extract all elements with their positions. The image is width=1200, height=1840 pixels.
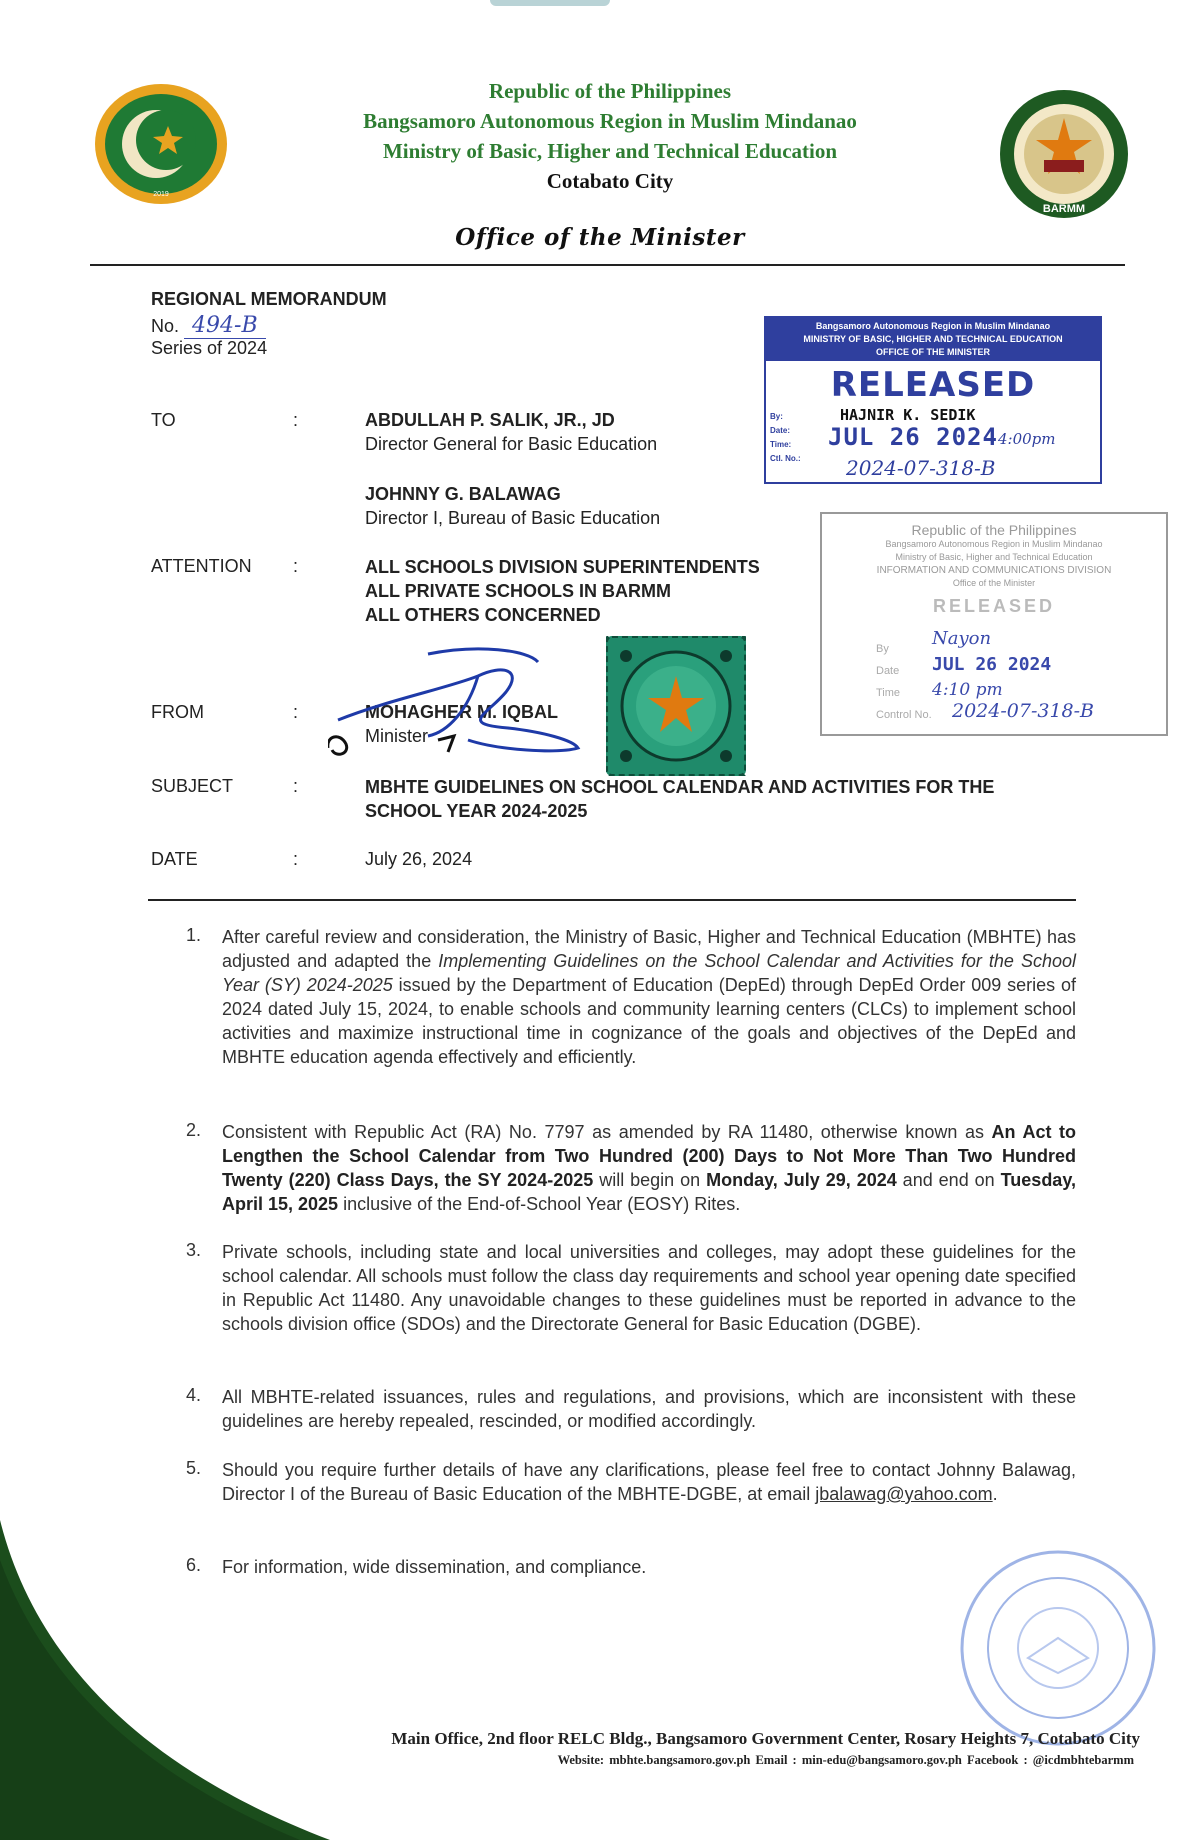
p2-act-title: An Act to Lengthen the School Calendar from Two Hundred (200) Days to Not More Than Two Hundred Twenty (220) Class Days, the SY 2024-2025 bbox=[222, 1122, 1076, 1190]
memo-series: Series of 2024 bbox=[151, 338, 268, 358]
icd-stamp-line: Bangsamoro Autonomous Region in Muslim Mindanao bbox=[885, 539, 1103, 549]
released-control-no: 2024-07-318-B bbox=[846, 456, 996, 480]
memo-number bbox=[151, 313, 266, 338]
page-top-tab bbox=[490, 0, 610, 6]
memo-title: REGIONAL MEMORANDUM bbox=[151, 289, 387, 309]
icd-received-by: Nayon bbox=[932, 628, 992, 649]
released-by: HAJNIR K. SEDIK bbox=[840, 406, 976, 424]
paragraph-1 bbox=[222, 925, 1076, 1069]
p2-text: will begin on bbox=[593, 1170, 707, 1190]
p2-text: and end on bbox=[896, 1170, 1001, 1190]
from-position: Minister bbox=[365, 726, 429, 746]
paragraph-number: 3. bbox=[186, 1240, 202, 1260]
stamp-org-line: MINISTRY OF BASIC, HIGHER AND TECHNICAL EDUCATION bbox=[803, 334, 1063, 344]
p1-text: After careful review and consideration, the Ministry of Basic, Higher and Technical Education (MBHTE) has adjusted and adapted the bbox=[222, 927, 1076, 971]
barmm-seal-logo bbox=[92, 82, 230, 206]
paragraph-number: 4. bbox=[186, 1385, 202, 1405]
to-recipient-1-name: ABDULLAH P. SALIK, JR., JD bbox=[365, 410, 615, 430]
mbhte-seal-logo bbox=[998, 88, 1130, 220]
p1-italic-title: Implementing Guidelines on the School Calendar and Activities for the School Year (SY) 2024-2025 bbox=[222, 951, 1076, 995]
released-stamp-minister bbox=[764, 316, 1102, 484]
stamp-field-label: By bbox=[876, 643, 889, 655]
subject-value bbox=[365, 775, 994, 823]
paragraph-number: 5. bbox=[186, 1458, 202, 1478]
p5-text: Should you require further details of have any clarifications, please feel free to contact Johnny Balawag, Director I of the Bureau of Basic Education of the MBHTE-DGBE, at email bbox=[222, 1460, 1076, 1504]
to-label: TO bbox=[151, 410, 176, 430]
stamp-org-line: OFFICE OF THE MINISTER bbox=[876, 347, 990, 357]
memo-header-divider bbox=[148, 899, 1076, 901]
p5-text-end: . bbox=[992, 1484, 998, 1504]
subject-line-2: SCHOOL YEAR 2024-2025 bbox=[365, 801, 588, 821]
date-label: DATE bbox=[151, 849, 198, 869]
icd-time: 4:10 pm bbox=[932, 680, 1003, 700]
subject-colon: : bbox=[293, 776, 299, 796]
stamp-org-line: Bangsamoro Autonomous Region in Muslim Mindanao bbox=[815, 321, 1051, 331]
icd-stamp-line: Ministry of Basic, Higher and Technical Education bbox=[895, 552, 1093, 562]
paragraph-6: For information, wide dissemination, and compliance. bbox=[222, 1557, 647, 1577]
released-date: JUL 26 2024 bbox=[828, 423, 998, 451]
stamp-field-label: Ctl. No.: bbox=[770, 454, 801, 463]
faint-ministry-seal bbox=[958, 1548, 1158, 1748]
icd-control-no: 2024-07-318-B bbox=[952, 700, 1095, 722]
date-value: July 26, 2024 bbox=[365, 849, 473, 869]
released-stamp-status: RELEASED bbox=[830, 365, 1036, 405]
paragraph-number: 2. bbox=[186, 1120, 202, 1140]
stamp-field-label: Time: bbox=[770, 440, 792, 449]
right-logo-footer: BARMM bbox=[1042, 203, 1086, 215]
icd-stamp-field-labels bbox=[876, 638, 932, 726]
letterhead-region: Bangsamoro Autonomous Region in Muslim Mindanao bbox=[363, 109, 857, 133]
paragraph-number: 1. bbox=[186, 925, 202, 945]
icd-date: JUL 26 2024 bbox=[932, 654, 1052, 675]
to-recipient-2-position: Director I, Bureau of Basic Education bbox=[365, 508, 661, 528]
icd-stamp-line: INFORMATION AND COMMUNICATIONS DIVISION bbox=[876, 565, 1112, 576]
hologram-seal bbox=[606, 636, 746, 776]
released-stamp-org bbox=[766, 318, 1100, 361]
paragraph-5 bbox=[222, 1458, 1076, 1506]
p2-start-date: Monday, July 29, 2024 bbox=[706, 1170, 897, 1190]
from-label: FROM bbox=[151, 702, 204, 722]
p1-text-end: issued by the Department of Education (DepEd) through DepEd Order 009 series of 2024 dated July 15, 2024, to enable schools and community learning centers (CLCs) to implement school activities and maximize instructional time in cognizance of the goals and objectives of the DepEd and MBHTE education agenda effectively and efficiently. bbox=[222, 975, 1076, 1067]
subject-line-1: MBHTE GUIDELINES ON SCHOOL CALENDAR AND ACTIVITIES FOR THE bbox=[365, 777, 995, 797]
p2-end-date: Tuesday, April 15, 2025 bbox=[222, 1170, 1076, 1214]
icd-stamp-line: Republic of the Philippines bbox=[911, 522, 1077, 538]
date-colon: : bbox=[293, 849, 299, 869]
icd-stamp-line: Office of the Minister bbox=[952, 578, 1036, 588]
memo-number-value: 494-B bbox=[184, 313, 266, 339]
stamp-field-label: Time bbox=[876, 687, 901, 699]
stamp-field-label: By: bbox=[770, 412, 783, 421]
stamp-field-label: Date bbox=[876, 665, 900, 677]
to-recipient-1-position: Director General for Basic Education bbox=[365, 434, 658, 454]
memo-number-label: No. bbox=[151, 316, 180, 336]
left-logo-year: 2019 bbox=[153, 191, 169, 198]
attention-item: ALL PRIVATE SCHOOLS IN BARMM bbox=[365, 581, 671, 601]
released-stamp-field-labels bbox=[770, 410, 801, 466]
attention-label: ATTENTION bbox=[151, 556, 252, 576]
stamp-field-label: Control No. bbox=[876, 709, 932, 721]
footer-address: Main Office, 2nd floor RELC Bldg., Bangsamoro Government Center, Rosary Heights 7, Cotabato City bbox=[391, 1729, 1140, 1748]
letterhead-ministry: Ministry of Basic, Higher and Technical Education bbox=[382, 139, 838, 163]
paragraph-4: All MBHTE-related issuances, rules and regulations, and provisions, which are inconsistent with these guidelines are hereby repealed, rescinded, or modified accordingly. bbox=[222, 1387, 1076, 1431]
to-recipient-2-name: JOHNNY G. BALAWAG bbox=[365, 484, 561, 504]
subject-label: SUBJECT bbox=[151, 776, 234, 796]
to-recipient-1 bbox=[365, 408, 657, 456]
attention-colon: : bbox=[293, 556, 299, 576]
letterhead-city: Cotabato City bbox=[546, 169, 674, 193]
p2-text: Consistent with Republic Act (RA) No. 7797 as amended by RA 11480, otherwise known as bbox=[222, 1122, 992, 1142]
attention-list bbox=[365, 555, 760, 627]
from-colon: : bbox=[293, 702, 299, 722]
icd-stamp-status: RELEASED bbox=[932, 596, 1055, 616]
p2-text: inclusive of the End-of-School Year (EOSY) Rites. bbox=[338, 1194, 741, 1214]
from-name: MOHAGHER M. IQBAL bbox=[365, 702, 558, 722]
header-divider bbox=[90, 264, 1125, 266]
paragraph-3: Private schools, including state and local universities and colleges, may adopt these guidelines for the school calendar. All schools must follow the class day requirements and school year opening date specified in Republic Act 11480. Any unavoidable changes to these guidelines must be reported in advance to the schools division office (SDOs) and the Directorate General for Basic Education (DGBE). bbox=[222, 1242, 1076, 1334]
attention-item: ALL OTHERS CONCERNED bbox=[365, 605, 601, 625]
stamp-field-label: Date: bbox=[770, 426, 791, 435]
office-of-the-minister: Office of the Minister bbox=[455, 224, 745, 251]
footer-contacts: Website: mbhte.bangsamoro.gov.ph Email : min-edu@bangsamoro.gov.ph Facebook : @icdmbhtebarmm bbox=[557, 1753, 1134, 1767]
letterhead bbox=[250, 76, 970, 196]
paragraph-number: 6. bbox=[186, 1555, 202, 1575]
attention-item: ALL SCHOOLS DIVISION SUPERINTENDENTS bbox=[365, 557, 760, 577]
paragraph-2 bbox=[222, 1120, 1076, 1216]
contact-email-link[interactable]: jbalawag@yahoo.com bbox=[815, 1484, 993, 1504]
to-colon: : bbox=[293, 410, 299, 430]
released-stamp-icd bbox=[820, 512, 1168, 736]
to-recipient-2 bbox=[365, 482, 660, 530]
green-corner-decoration bbox=[0, 1520, 330, 1840]
minister-signature bbox=[328, 640, 588, 760]
released-time: 4:00pm bbox=[998, 430, 1056, 448]
letterhead-republic: Republic of the Philippines bbox=[488, 79, 732, 103]
